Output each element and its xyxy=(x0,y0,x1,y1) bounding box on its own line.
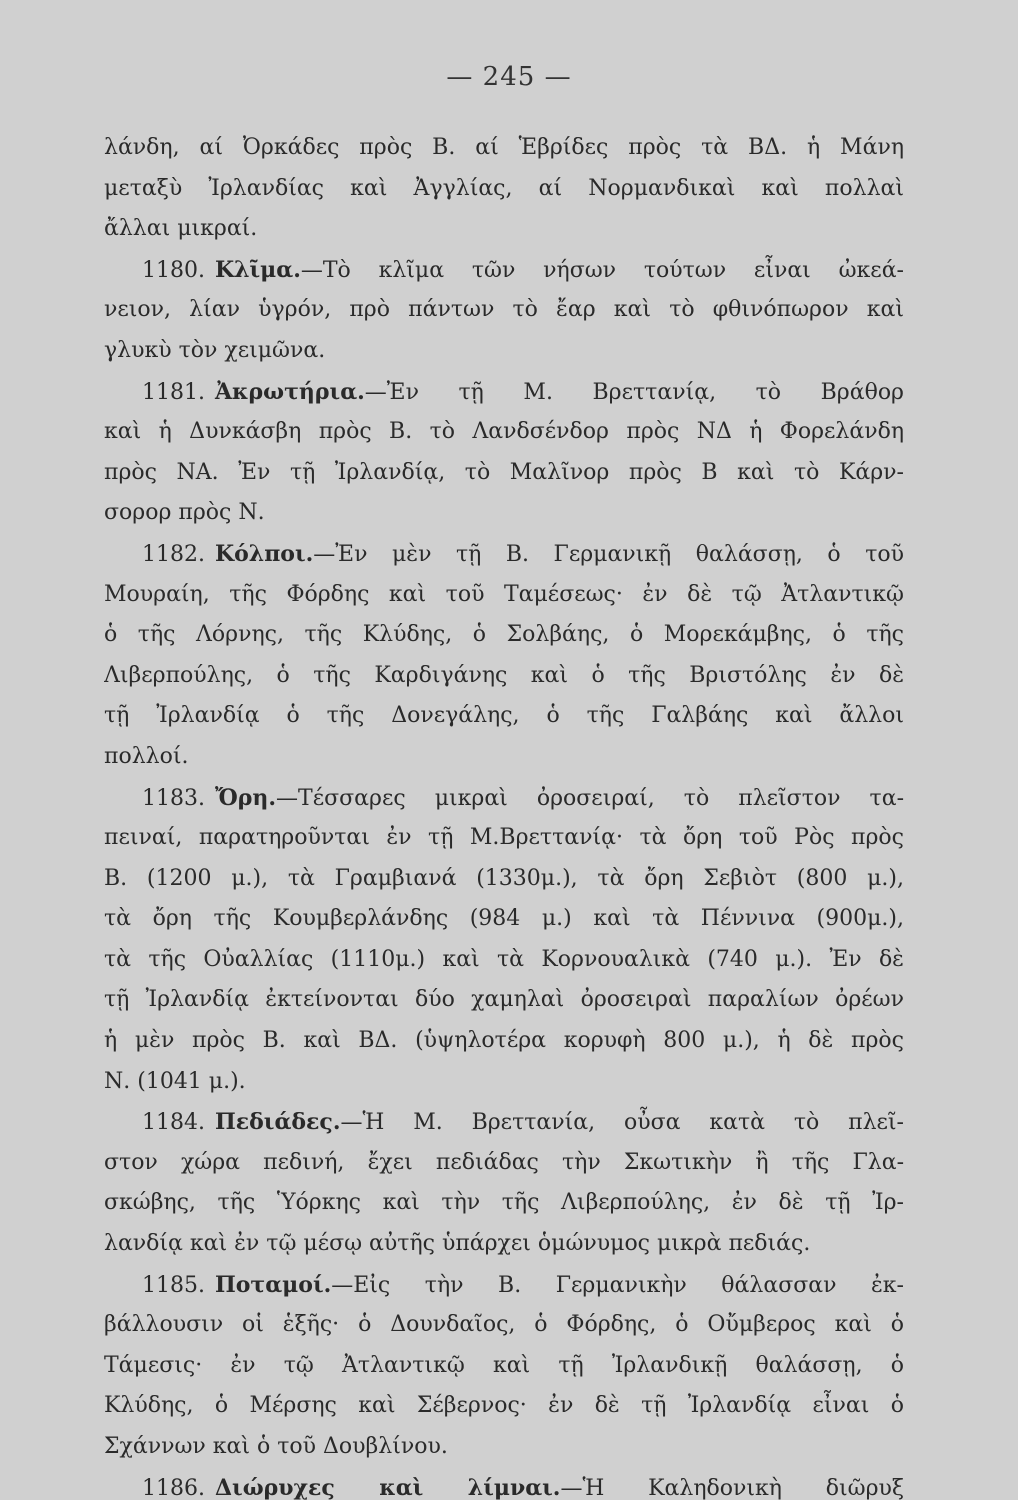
text-line xyxy=(104,1468,904,1508)
body-text xyxy=(104,128,904,1508)
text-line xyxy=(104,331,904,372)
line-text: Κλύδης, ὁ Μέρσης καὶ Σέβερνος· ἐν δὲ τῇ Ἰρλανδίᾳ εἶναι ὁ xyxy=(104,1393,904,1419)
text-line xyxy=(104,128,904,169)
line-text: στον χώρα πεδινή, ἔχει πεδιάδας τὴν Σκωτικὴν ἢ τῆς Γλα- xyxy=(104,1149,904,1175)
text-line xyxy=(104,859,904,900)
line-text: πολλοί. xyxy=(104,743,189,769)
text-line xyxy=(104,1305,904,1346)
line-text: Τάμεσις· ἐν τῷ Ἀτλαντικῷ καὶ τῇ Ἰρλανδικῇ θαλάσσῃ, ὁ xyxy=(104,1352,904,1378)
line-text: —Ἐν τῇ Μ. Βρεττανίᾳ, τὸ Βράθορ xyxy=(364,379,904,405)
line-text: πρὸς ΝΑ. Ἐν τῇ Ἰρλανδίᾳ, τὸ Μαλῖνορ πρὸς Β καὶ τὸ Κάρν- xyxy=(104,459,904,485)
line-text: —Τὸ κλῖμα τῶν νήσων τούτων εἶναι ὠκεά- xyxy=(300,257,904,283)
text-line xyxy=(104,899,904,940)
section-number: 1185. xyxy=(142,1272,205,1298)
line-text: τὰ ὄρη τῆς Κουμβερλάνδης (984 μ.) καὶ τὰ Πέννινα (900μ.), xyxy=(104,906,904,932)
text-line xyxy=(104,1386,904,1427)
text-line xyxy=(104,778,904,819)
line-text: βάλλουσιν οἱ ἑξῆς· ὁ Δουνδαῖος, ὁ Φόρδης, ὁ Οὔμβερος καὶ ὁ xyxy=(104,1312,904,1338)
section-heading: Ἀκρωτήρια. xyxy=(214,378,365,405)
line-text: λάνδη, αί Ὀρκάδες πρὸς Β. αί Ἑβρίδες πρὸς τὰ ΒΔ. ἡ Μάνη xyxy=(104,135,904,160)
section-number: 1183. xyxy=(142,785,205,811)
line-text: ἡ μὲν πρὸς Β. καὶ ΒΔ. (ὑψηλοτέρα κορυφὴ 800 μ.), ἡ δὲ πρὸς xyxy=(104,1028,904,1054)
page-number: — 245 — xyxy=(446,62,572,92)
section-heading: Κόλποι. xyxy=(214,540,314,567)
line-text: γλυκὺ τὸν χειμῶνα. xyxy=(104,337,326,363)
text-line xyxy=(104,453,904,494)
text-line xyxy=(104,940,904,981)
text-line xyxy=(104,412,904,453)
line-text: καὶ ἡ Δυνκάσβη πρὸς Β. τὸ Λανδσένδορ πρὸς ΝΔ ἡ Φορελάνδη xyxy=(104,419,904,445)
section-heading: Ὄρη. xyxy=(214,784,277,811)
text-line xyxy=(104,372,904,413)
text-line xyxy=(104,1183,904,1224)
text-line xyxy=(104,290,904,331)
line-text: ἄλλαι μικραί. xyxy=(104,216,258,242)
text-line xyxy=(104,1143,904,1184)
text-line xyxy=(104,169,904,210)
text-line xyxy=(104,250,904,291)
line-text: Ν. (1041 μ.). xyxy=(104,1068,246,1094)
line-text: μεταξὺ Ἰρλανδίας καὶ Ἀγγλίας, αί Νορμανδικαὶ καὶ πολλαὶ xyxy=(104,175,904,201)
text-line xyxy=(104,534,904,575)
text-line xyxy=(104,1062,904,1103)
section-number: 1182. xyxy=(142,541,205,567)
line-text: —Ἡ Καληδονικὴ διῶρυξ xyxy=(560,1475,904,1501)
line-text: Λιβερπούλης, ὁ τῆς Καρδιγάνης καὶ ὁ τῆς Βριστόλης ἐν δὲ xyxy=(104,662,904,688)
text-line xyxy=(104,818,904,859)
line-text: Σχάννων καὶ ὁ τοῦ Δουβλίνου. xyxy=(104,1434,448,1459)
text-line xyxy=(104,615,904,656)
section-number: 1180. xyxy=(142,257,205,283)
text-line xyxy=(104,1346,904,1387)
section-heading: Διώρυχες καὶ λίμναι. xyxy=(214,1474,561,1501)
line-text: πειναί, παρατηροῦνται ἐν τῇ Μ.Βρεττανίᾳ· τὰ ὄρη τοῦ Ρὸς πρὸς xyxy=(104,825,904,851)
line-text: λανδίᾳ καὶ ἐν τῷ μέσῳ αὐτῆς ὑπάρχει ὁμώνυμος μικρὰ πεδιάς. xyxy=(104,1231,811,1257)
line-text: τῇ Ἰρλανδίᾳ ἐκτείνονται δύο χαμηλαὶ ὀροσειραὶ παραλίων ὀρέων xyxy=(104,987,904,1013)
text-line xyxy=(104,575,904,616)
line-text: Β. (1200 μ.), τὰ Γραμβιανά (1330μ.), τὰ ὄρη Σεβιὸτ (800 μ.), xyxy=(104,865,904,891)
line-text: τὰ τῆς Οὐαλλίας (1110μ.) καὶ τὰ Κορνουαλικὰ (740 μ.). Ἐν δὲ xyxy=(104,946,904,972)
text-line xyxy=(104,209,904,250)
section-number: 1181. xyxy=(142,379,205,405)
line-text: Μουραίη, τῆς Φόρδης καὶ τοῦ Ταμέσεως· ἐν δὲ τῷ Ἀτλαντικῷ xyxy=(104,581,904,607)
line-text: ὁ τῆς Λόρνης, τῆς Κλύδης, ὁ Σολβάης, ὁ Μορεκάμβης, ὁ τῆς xyxy=(104,622,904,648)
line-text: τῇ Ἰρλανδίᾳ ὁ τῆς Δονεγάλης, ὁ τῆς Γαλβάης καὶ ἄλλοι xyxy=(104,703,904,729)
line-text: —Ἐν μὲν τῇ Β. Γερμανικῇ θαλάσσῃ, ὁ τοῦ xyxy=(313,541,904,567)
text-line xyxy=(104,493,904,534)
text-line xyxy=(104,696,904,737)
line-text: σορορ πρὸς Ν. xyxy=(104,500,265,526)
section-number: 1184. xyxy=(142,1110,205,1136)
text-line xyxy=(104,1021,904,1062)
line-text: —Εἰς τὴν Β. Γερμανικὴν θάλασσαν ἐκ- xyxy=(331,1272,904,1298)
text-line xyxy=(104,980,904,1021)
text-line xyxy=(104,1427,904,1468)
text-line xyxy=(104,1102,904,1143)
section-heading: Κλῖμα. xyxy=(214,256,301,283)
section-heading: Ποταμοί. xyxy=(214,1271,332,1298)
line-text: νειον, λίαν ὑγρόν, πρὸ πάντων τὸ ἔαρ καὶ τὸ φθινόπωρον καὶ xyxy=(104,297,904,323)
line-text: —Τέσσαρες μικραὶ ὀροσειραί, τὸ πλεῖστον τα- xyxy=(276,785,904,811)
section-number: 1186. xyxy=(142,1475,205,1501)
text-line xyxy=(104,656,904,697)
line-text: σκώβης, τῆς Ὑόρκης καὶ τὴν τῆς Λιβερπούλης, ἐν δὲ τῇ Ἰρ- xyxy=(104,1190,904,1216)
text-line xyxy=(104,1265,904,1306)
line-text: —Ἡ Μ. Βρεττανία, οὖσα κατὰ τὸ πλεῖ- xyxy=(340,1110,904,1136)
text-line xyxy=(104,1224,904,1265)
section-heading: Πεδιάδες. xyxy=(214,1109,341,1136)
text-line xyxy=(104,737,904,778)
